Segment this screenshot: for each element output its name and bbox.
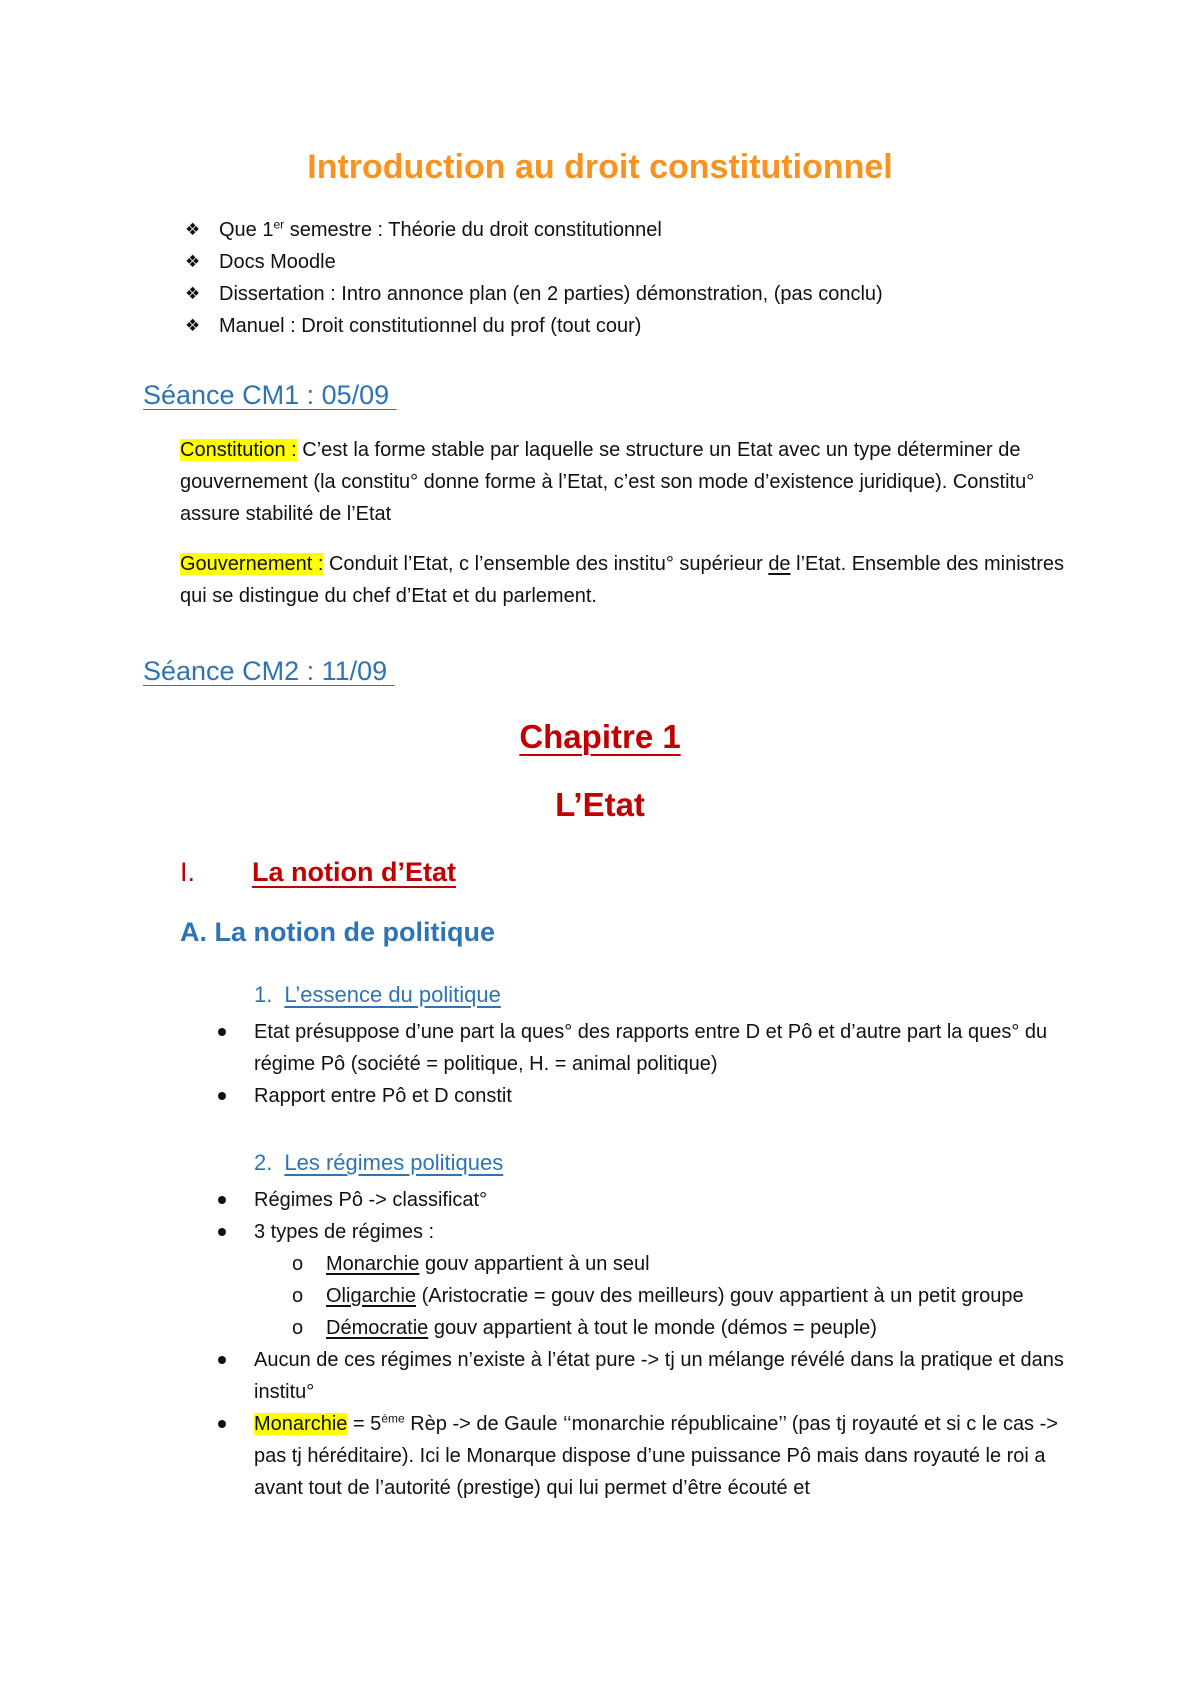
intro-item-text: semestre : Théorie du droit constitutionnel xyxy=(284,219,662,241)
section-heading-I xyxy=(180,854,456,890)
regime-name: Monarchie xyxy=(326,1253,420,1275)
definition-text: Conduit l’Etat, c l’ensemble des institu° supérieur xyxy=(323,553,769,575)
document-title: Introduction au droit constitutionnel xyxy=(307,148,893,186)
chapter-heading xyxy=(0,716,1200,758)
list-item-text: 3 types de régimes : xyxy=(254,1221,435,1243)
list-item-text: Rèp -> de Gaule ‘‘monarchie républicaine’’ (pas tj royauté et si c le cas -> pas tj héréditaire). Ici le Monarque dispose d’une puissance Pô mais dans royauté le roi a avant tout de l’autorité (prestige) qui lui permet d’être écouté et xyxy=(254,1413,1058,1499)
intro-item-text: Docs Moodle xyxy=(219,251,336,273)
intro-item xyxy=(185,310,883,342)
superscript: ème xyxy=(381,1411,405,1426)
section-heading-A: A. La notion de politique xyxy=(180,917,495,947)
regime-desc: (Aristocratie = gouv des meilleurs) gouv appartient à un petit groupe xyxy=(416,1285,1024,1307)
subsection-heading-1 xyxy=(254,980,501,1010)
subsection-number: 1. xyxy=(254,982,273,1007)
section-title: La notion d’Etat xyxy=(252,857,456,887)
definition-gouvernement xyxy=(180,548,1080,612)
term-highlight: Gouvernement : xyxy=(180,553,324,575)
sub-list xyxy=(254,1248,1078,1344)
hollow-o-icon: o xyxy=(292,1285,304,1307)
intro-item xyxy=(185,246,883,278)
list-item xyxy=(218,1408,1078,1504)
chapter-title: L’Etat xyxy=(555,786,645,823)
underlined-word: de xyxy=(768,553,791,575)
term-highlight: Constitution : xyxy=(180,439,297,461)
four-diamond-icon: ❖ xyxy=(185,316,201,335)
hollow-o-icon: o xyxy=(292,1253,304,1275)
list-item: Aucun de ces régimes n’existe à l’état pure -> tj un mélange révélé dans la pratique et dans institu° xyxy=(218,1344,1078,1408)
regime-name: Oligarchie xyxy=(326,1285,417,1307)
seance-heading-2: Séance CM2 : 11/09 xyxy=(143,656,395,686)
superscript: er xyxy=(273,217,285,232)
bullet-list-2 xyxy=(218,1184,1078,1504)
sub-list-item xyxy=(254,1280,1078,1312)
subsection-title: Les régimes politiques xyxy=(284,1150,504,1175)
seance-heading-1: Séance CM1 : 05/09 xyxy=(143,380,397,410)
intro-item-text: Manuel : Droit constitutionnel du prof (tout cour) xyxy=(219,315,642,337)
sub-list-item xyxy=(254,1312,1078,1344)
list-item: Régimes Pô -> classificat° xyxy=(218,1184,1078,1216)
subsection-number: 2. xyxy=(254,1150,273,1175)
definition-text: l’Etat. Ensemble des ministres qui se distingue du chef d’Etat et du parlement. xyxy=(180,553,1064,607)
intro-item-text: Dissertation : Intro annonce plan (en 2 parties) démonstration, (pas conclu) xyxy=(219,283,883,305)
term-highlight: Monarchie xyxy=(254,1413,348,1435)
four-diamond-icon: ❖ xyxy=(185,284,201,303)
subsection-title: L’essence du politique xyxy=(284,982,501,1007)
list-item xyxy=(218,1216,1078,1344)
sub-list-item xyxy=(254,1248,1078,1280)
intro-list xyxy=(185,214,883,342)
intro-item xyxy=(185,214,883,246)
subsection-heading-2 xyxy=(254,1148,503,1178)
regime-desc: gouv appartient à un seul xyxy=(419,1253,650,1275)
four-diamond-icon: ❖ xyxy=(185,220,201,239)
list-item: Rapport entre Pô et D constit xyxy=(218,1080,1078,1112)
list-item: Etat présuppose d’une part la ques° des rapports entre D et Pô et d’autre part la ques° du régime Pô (société = politique, H. = animal politique) xyxy=(218,1016,1078,1080)
section-number: I. xyxy=(180,857,196,887)
chapter-number: Chapitre 1 xyxy=(519,718,681,755)
bullet-list-1 xyxy=(218,1016,1078,1112)
four-diamond-icon: ❖ xyxy=(185,252,201,271)
list-item-text: = 5 xyxy=(347,1413,382,1435)
hollow-o-icon: o xyxy=(292,1317,304,1339)
regime-desc: gouv appartient à tout le monde (démos = peuple) xyxy=(428,1317,877,1339)
intro-item-text: Que 1 xyxy=(219,219,274,241)
regime-name: Démocratie xyxy=(326,1317,429,1339)
intro-item xyxy=(185,278,883,310)
definition-constitution xyxy=(180,434,1080,530)
definition-text: C’est la forme stable par laquelle se structure un Etat avec un type déterminer de gouvernement (la constitu° donne forme à l’Etat, c’est son mode d’existence juridique). Constitu° assure stabilité de l’Etat xyxy=(180,439,1035,525)
